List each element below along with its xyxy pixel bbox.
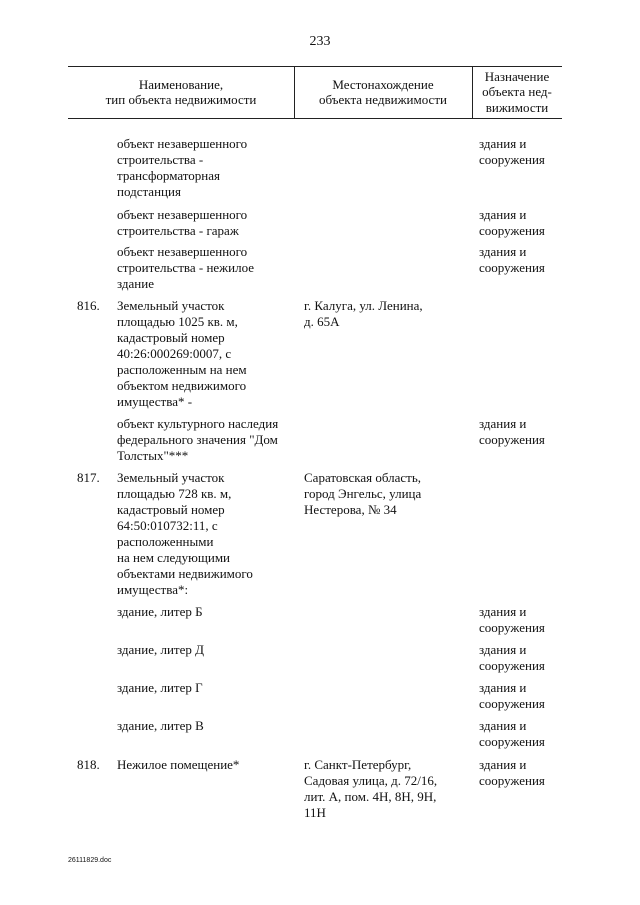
row-name: объект незавершенного строительства - гараж — [117, 207, 248, 238]
row-name: объект незавершенного строительства - нежилое здание — [117, 244, 255, 291]
row-purpose: здания и сооружения — [479, 680, 545, 711]
row-location: г. Санкт-Петербург, Садовая улица, д. 72/16, лит. А, пом. 4Н, 8Н, 9Н, 11Н — [304, 757, 438, 820]
row-name: Земельный участок площадью 1025 кв. м, кадастровый номер 40:26:000269:0007, с расположенным на нем объектом недвижимого имущества* - — [117, 298, 247, 409]
row-number: 816. — [77, 298, 100, 313]
row-name: здание, литер Д — [117, 642, 204, 657]
row-name: здание, литер В — [117, 718, 204, 733]
row-purpose: здания и сооружения — [479, 642, 545, 673]
row-location: г. Калуга, ул. Ленина, д. 65А — [304, 298, 423, 329]
header-name: Наименование, тип объекта недвижимости — [105, 76, 257, 107]
footer-filename: 26111829.doc — [68, 857, 112, 864]
row-purpose: здания и сооружения — [479, 757, 545, 788]
row-name: объект незавершенного строительства - трансформаторная подстанция — [117, 136, 248, 199]
row-location: Саратовская область, город Энгельс, улица Нестерова, № 34 — [304, 470, 422, 517]
row-purpose: здания и сооружения — [479, 604, 545, 635]
row-number: 817. — [77, 470, 100, 485]
row-name: Земельный участок площадью 728 кв. м, кадастровый номер 64:50:010732:11, с расположенными на нем следующими объектами недвижимого имущества*: — [117, 470, 253, 597]
row-name: здание, литер Г — [117, 680, 203, 695]
row-purpose: здания и сооружения — [479, 207, 545, 238]
row-purpose: здания и сооружения — [479, 136, 545, 167]
header-bottom-rule — [68, 118, 562, 119]
row-purpose: здания и сооружения — [479, 416, 545, 447]
row-number: 818. — [77, 757, 100, 772]
page-number: 233 — [309, 34, 331, 49]
row-purpose: здания и сооружения — [479, 244, 545, 275]
header-location: Местонахождение объекта недвижимости — [319, 76, 447, 107]
row-name: объект культурного наследия федерального значения "Дом Толстых"*** — [117, 416, 279, 463]
row-name: здание, литер Б — [117, 604, 203, 619]
row-name: Нежилое помещение* — [117, 757, 240, 772]
row-purpose: здания и сооружения — [479, 718, 545, 749]
header-purpose: Назначение объекта нед- вижимости — [482, 68, 552, 115]
